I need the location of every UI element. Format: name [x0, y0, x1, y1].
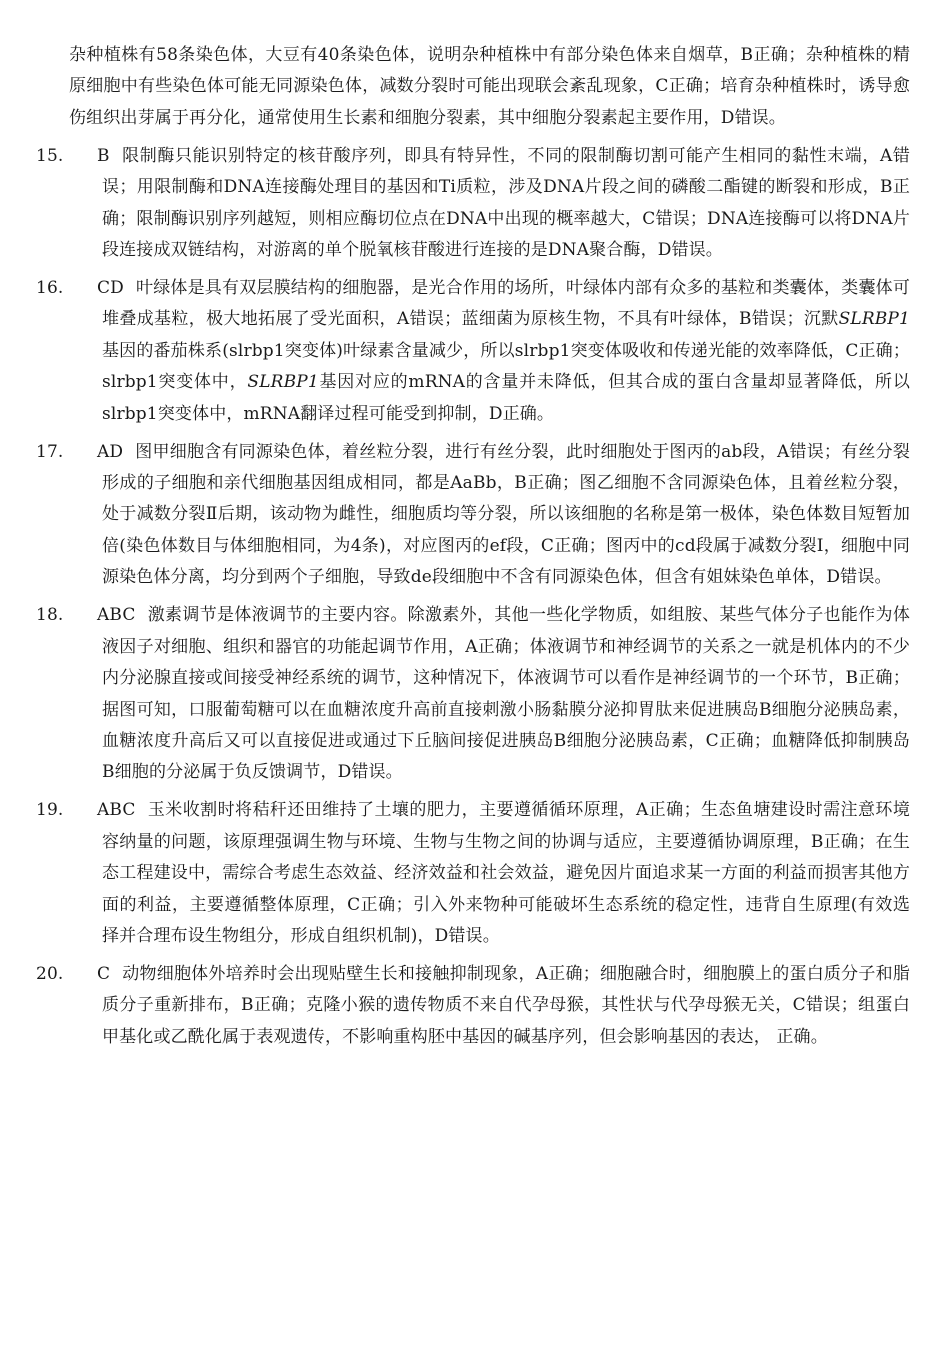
item-number: 16. — [36, 278, 64, 299]
item-explanation: 动物细胞体外培养时会出现贴壁生长和接触抑制现象，A正确；细胞融合时，细胞膜上的蛋白质分子和脂质分子重新排布，B正确；克隆小猴的遗传物质不来自代孕母猴，其性状与代孕母猴无关，C错误；组蛋白甲基化或乙酰化属于表观遗传，不影响重构胚中基因的碱基序列，但会影响基因的表达， 正确。 — [102, 963, 910, 1047]
answer-item-20 — [36, 959, 910, 1053]
item-explanation-part-a: 叶绿体是具有双层膜结构的细胞器，是光合作用的场所，叶绿体内部有众多的基粒和类囊体，类囊体可堆叠成基粒，极大地拓展了受光面积，A错误；蓝细菌为原核生物，不具有叶绿体，B错误；沉默 — [102, 278, 910, 330]
item-explanation-part-c: 基因对应的mRNA的含量并未降低，但其合成的蛋白含量却显著降低，所以slrbp1突变体中，mRNA翻译过程可能受到抑制，D正确。 — [102, 372, 910, 424]
answer-item-18 — [36, 600, 910, 788]
item-answer: C — [97, 963, 111, 984]
item-answer: B — [97, 145, 110, 166]
item-answer: ABC — [97, 605, 136, 626]
item-answer: CD — [97, 278, 124, 299]
answer-item-15 — [36, 141, 910, 267]
item-answer: ABC — [97, 800, 136, 821]
item-explanation: 玉米收割时将秸秆还田维持了土壤的肥力，主要遵循循环原理，A正确；生态鱼塘建设时需注意环境容纳量的问题，该原理强调生物与环境、生物与生物之间的协调与适应，主要遵循协调原理，B正确；在生态工程建设中，需综合考虑生态效益、经济效益和社会效益，避免因片面追求某一方面的利益而损害其他方面的利益，主要遵循整体原理，C正确；引入外来物种可能破坏生态系统的稳定性，违背自生原理(有效选择并合理布设生物组分，形成自组织机制)，D错误。 — [102, 800, 910, 946]
gene-name: SLRBP1 — [838, 309, 910, 330]
gene-name: SLRBP1 — [247, 372, 319, 393]
answer-item-16 — [36, 273, 910, 430]
answer-item-19 — [36, 795, 910, 952]
answer-item-17 — [36, 437, 910, 594]
item-answer: AD — [97, 441, 124, 462]
item-explanation: 限制酶只能识别特定的核苷酸序列，即具有特异性，不同的限制酶切割可能产生相同的黏性末端，A错误；用限制酶和DNA连接酶处理目的基因和Ti质粒，涉及DNA片段之间的磷酸二酯键的断裂和形成，B正确；限制酶识别序列越短，则相应酶切位点在DNA中出现的概率越大，C错误；DNA连接酶可以将DNA片段连接成双链结构，对游离的单个脱氧核苷酸进行连接的是DNA聚合酶，D错误。 — [102, 145, 910, 261]
item-number: 18. — [36, 605, 64, 626]
item-explanation: 激素调节是体液调节的主要内容。除激素外，其他一些化学物质，如组胺、某些气体分子也能作为体液因子对细胞、组织和器官的功能起调节作用，A正确；体液调节和神经调节的关系之一就是机体内的不少内分泌腺直接或间接受神经系统的调节，这种情况下，体液调节可以看作是神经调节的一个环节，B正确；据图可知，口服葡萄糖可以在血糖浓度升高前直接刺激小肠黏膜分泌抑胃肽来促进胰岛B细胞分泌胰岛素，血糖浓度升高后又可以直接促进或通过下丘脑间接促进胰岛B细胞分泌胰岛素，C正确；血糖降低抑制胰岛B细胞的分泌属于负反馈调节，D错误。 — [102, 605, 910, 783]
continuation-paragraph: 杂种植株有58条染色体，大豆有40条染色体，说明杂种植株中有部分染色体来自烟草，B正确；杂种植株的精原细胞中有些染色体可能无同源染色体，减数分裂时可能出现联会紊乱现象，C正确；培育杂种植株时，诱导愈伤组织出芽属于再分化，通常使用生长素和细胞分裂素，其中细胞分裂素起主要作用，D错误。 — [69, 45, 910, 128]
item-number: 20. — [36, 963, 64, 984]
item-number: 17. — [36, 441, 64, 462]
item-number: 19. — [36, 800, 64, 821]
item-explanation: 图甲细胞含有同源染色体，着丝粒分裂，进行有丝分裂，此时细胞处于图丙的ab段，A错误；有丝分裂形成的子细胞和亲代细胞基因组成相同，都是AaBb，B正确；图乙细胞不含同源染色体，且着丝粒分裂，处于减数分裂Ⅱ后期，该动物为雌性，细胞质均等分裂，所以该细胞的名称是第一极体，染色体数目短暂加倍(染色体数目与体细胞相同，为4条)，对应图丙的ef段，C正确；图丙中的cd段属于减数分裂Ⅰ，细胞中同源染色体分离，均分到两个子细胞，导致de段细胞中不含有同源染色体，但含有姐妹染色单体，D错误。 — [102, 441, 910, 588]
item-number: 15. — [36, 145, 64, 166]
item-explanation-part-b: 基因的番茄株系(slrbp1突变体)叶绿素含量减少，所以slrbp1突变体吸收和传递光能的效率降低，C正确；slrbp1突变体中， — [102, 340, 910, 393]
